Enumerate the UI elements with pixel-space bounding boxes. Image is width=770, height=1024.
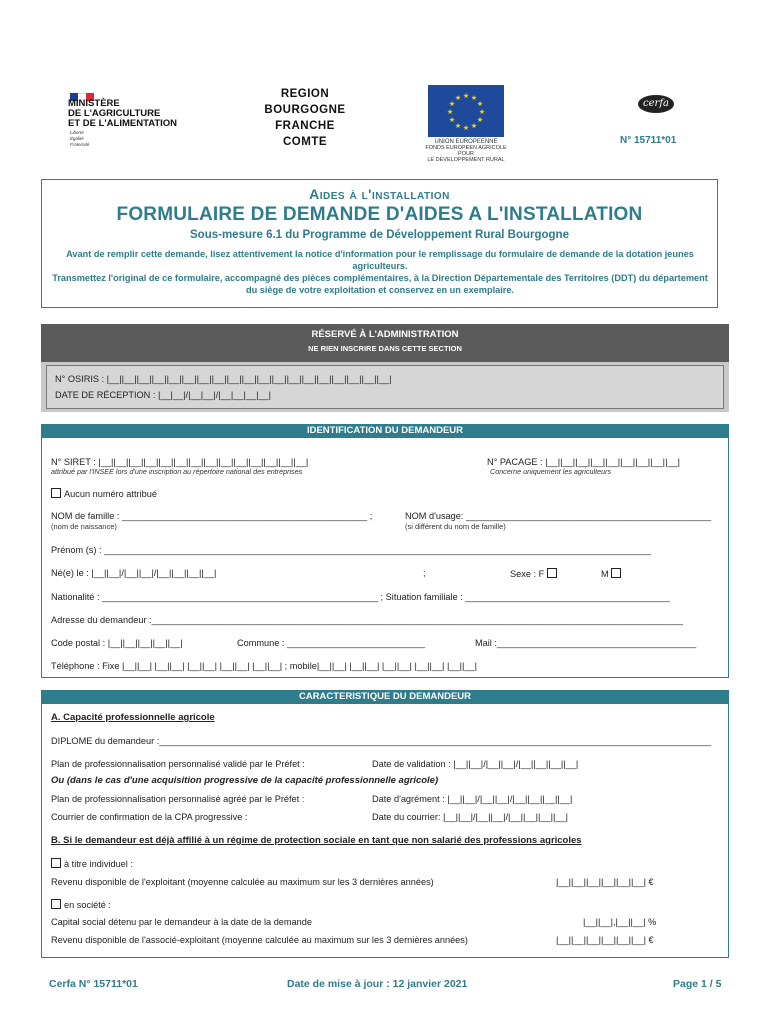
region-logo: REGION BOURGOGNE FRANCHE COMTE: [264, 88, 346, 148]
cpa-letter-label: Courrier de confirmation de la CPA progressive :: [51, 812, 248, 822]
svg-text:★: ★: [454, 122, 462, 130]
svg-text:★: ★: [446, 108, 454, 116]
admin-fields: [46, 365, 724, 409]
individual-checkbox[interactable]: [51, 858, 61, 868]
operator-income-label: Revenu disponible de l'exploitant (moyenne calculée au maximum sur les 3 dernières années): [51, 877, 434, 887]
svg-text:★: ★: [470, 122, 478, 130]
validation-date-field[interactable]: Date de validation : |__||__|/|__||__|/|__||__||__||__|: [372, 759, 579, 769]
family-name-field[interactable]: NOM de famille : ________________________________________________ ;: [51, 511, 373, 521]
company-option[interactable]: en société :: [51, 899, 111, 910]
sex-female-checkbox[interactable]: [547, 568, 557, 578]
postal-code-field[interactable]: Code postal : |__||__||__||__||__|: [51, 638, 183, 648]
nationality-field[interactable]: Nationalité : ______________________________________________________ ; Situation familiale : ________________________________________: [51, 592, 670, 602]
company-checkbox[interactable]: [51, 899, 61, 909]
siret-note: attribué par l'INSEE lors d'une inscription au répertoire national des entreprises: [51, 467, 303, 476]
usage-name-note: (si différent du nom de famille): [405, 522, 506, 531]
approval-date-field[interactable]: Date d'agrément : |__||__|/|__||__|/|__||__||__||__|: [372, 794, 573, 804]
family-name-note: (nom de naissance): [51, 522, 117, 531]
birth-date-field[interactable]: Né(e) le : |__||__|/|__||__|/|__||__||__||__|: [51, 568, 217, 578]
eu-logo-text: UNION EUROPEENNE FONDS EUROPEEN AGRICOLE POUR LE DEVELOPPEMENT RURAL: [425, 139, 507, 163]
page-subtitle: Sous-mesure 6.1 du Programme de Développement Rural Bourgogne: [190, 229, 569, 241]
section-a-title: A. Capacité professionnelle agricole: [51, 712, 215, 723]
svg-text:★: ★: [454, 94, 462, 102]
identification-header: IDENTIFICATION DU DEMANDEUR: [41, 424, 729, 438]
separator: ;: [423, 568, 426, 578]
page-title: FORMULAIRE DE DEMANDE D'AIDES A L'INSTALLATION: [116, 204, 643, 225]
admin-section-header: RÉSERVÉ À L'ADMINISTRATION NE RIEN INSCRIRE DANS CETTE SECTION: [41, 324, 729, 362]
plan-validated-label: Plan de professionnalisation personnalisé validé par le Préfet :: [51, 759, 305, 769]
capital-share-field[interactable]: |__||__|,|__||__| %: [583, 917, 657, 927]
svg-text:★: ★: [462, 124, 470, 132]
footer-update-date: Date de mise à jour : 12 janvier 2021: [287, 978, 468, 990]
telephone-field[interactable]: Téléphone : Fixe |__||__| |__||__| |__||__| |__||__| |__||__| ; mobile|__||__| |__||__| |__||__| |__||__| |__||__|: [51, 661, 477, 671]
progressive-capacity-note: Ou (dans le cas d'une acquisition progressive de la capacité professionnelle agricole): [51, 775, 439, 786]
eu-flag-icon: [428, 85, 504, 137]
associate-income-field[interactable]: |__||__||__||__||__||__| €: [556, 935, 654, 945]
footer-cerfa-number: Cerfa N° 15711*01: [49, 978, 138, 990]
osiris-number-field: N° OSIRIS : |__||__||__||__||__||__||__||__||__||__||__||__||__||__||__||__||__||__||__|: [55, 374, 392, 384]
siret-field[interactable]: N° SIRET : |__||__||__||__||__||__||__||__||__||__||__||__||__||__|: [51, 457, 309, 467]
individual-option[interactable]: à titre individuel :: [51, 858, 133, 869]
no-number-checkbox[interactable]: [51, 488, 61, 498]
caracteristique-header: CARACTERISTIQUE DU DEMANDEUR: [41, 690, 729, 704]
usage-name-field[interactable]: NOM d'usage: ________________________________________________: [405, 511, 712, 521]
svg-text:★: ★: [476, 100, 484, 108]
svg-text:★: ★: [448, 116, 456, 124]
cerfa-logo: cerfa: [638, 95, 674, 113]
pacage-field[interactable]: N° PACAGE : |__||__||__||__||__||__||__||__||__|: [487, 457, 681, 467]
section-b-title: B. Si le demandeur est déjà affilié à un régime de protection sociale en tant que non salarié des professions agricoles: [51, 835, 582, 846]
svg-text:★: ★: [476, 116, 484, 124]
mail-field[interactable]: Mail :_______________________________________: [475, 638, 697, 648]
commune-field[interactable]: Commune : ___________________________: [237, 638, 425, 648]
sex-male-option[interactable]: M: [601, 568, 624, 579]
letter-date-field[interactable]: Date du courrier: |__||__|/|__||__|/|__||__||__||__|: [372, 812, 569, 822]
address-field[interactable]: Adresse du demandeur :________________________________________________________________________________________________________: [51, 615, 684, 625]
svg-text:★: ★: [448, 100, 456, 108]
svg-text:★: ★: [478, 108, 486, 116]
svg-text:★: ★: [462, 92, 470, 100]
instructions-notice: Avant de remplir cette demande, lisez attentivement la notice d'information pour le remplissage du formulaire de demande de la dotation jeunes agriculteurs. Transmettez l'original de ce formulaire, accompagné des pièces complémentaires, à la Direction Départementale des Territoires (DDT) du département du siège de votre exploitation et conservez en un exemplaire.: [52, 249, 708, 295]
sex-male-checkbox[interactable]: [611, 568, 621, 578]
footer-page-number: Page 1 / 5: [673, 978, 722, 990]
capital-share-label: Capital social détenu par le demandeur à la date de la demande: [51, 917, 313, 927]
svg-text:★: ★: [470, 94, 478, 102]
diploma-field[interactable]: DIPLOME du demandeur :____________________________________________________________________________________________________________: [51, 736, 712, 746]
republique-francaise-flag: [70, 88, 96, 96]
section-label-aides: Aides à l'installation: [309, 186, 450, 202]
plan-approved-label: Plan de professionnalisation personnalisé agréé par le Préfet :: [51, 794, 305, 804]
operator-income-field[interactable]: |__||__||__||__||__||__| €: [556, 877, 654, 887]
sex-female-option[interactable]: Sexe : F: [510, 568, 560, 579]
associate-income-label: Revenu disponible de l'associé-exploitant (moyenne calculée au maximum sur les 3 dernières années): [51, 935, 468, 945]
first-name-field[interactable]: Prénom (s) : ___________________________________________________________________________________________________________: [51, 545, 651, 555]
pacage-note: Concerne uniquement les agriculteurs: [490, 467, 612, 476]
ministry-logo-text: MINISTÈRE DE L'AGRICULTURE ET DE L'ALIMENTATION: [68, 98, 178, 129]
ministry-motto: Liberté Égalité Fraternité: [70, 130, 90, 147]
no-number-option[interactable]: Aucun numéro attribué: [51, 488, 157, 499]
cerfa-number: N° 15711*01: [620, 135, 677, 146]
reception-date-field: DATE DE RÉCEPTION : |__|__|/|__|__|/|__|__|__|__|: [55, 390, 272, 400]
